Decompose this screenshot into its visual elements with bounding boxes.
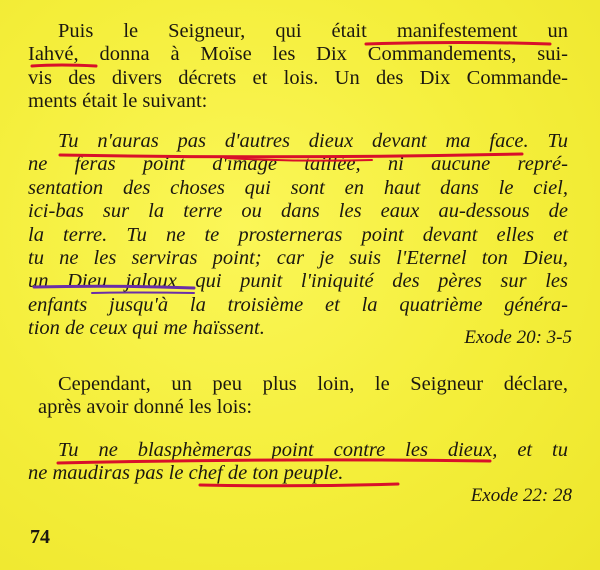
text-line: ne feras point d'image taillée, ni aucune repré-: [28, 153, 568, 176]
text-line: vis des divers décrets et lois. Un des Dix Commande-: [28, 66, 568, 89]
text-line: après avoir donné les lois:: [38, 396, 253, 419]
text-line: la terre. Tu ne te prosterneras point devant elles et: [28, 223, 568, 246]
text-line: Iahvé, donna à Moïse les Dix Commandements, sui-: [28, 43, 568, 66]
text-line: tion de ceux qui me haïssent.: [28, 317, 265, 340]
text-line: ne maudiras pas le chef de ton peuple.: [28, 462, 344, 485]
bible-reference: Exode 22: 28: [470, 485, 572, 506]
text-line: un Dieu jaloux qui punit l'iniquité des pères sur les: [28, 270, 568, 293]
text-line: Cependant, un peu plus loin, le Seigneur déclare,: [58, 373, 568, 395]
page-number: 74: [30, 526, 50, 548]
transition-paragraph: [28, 373, 568, 420]
text-line: Tu n'auras pas d'autres dieux devant ma face. Tu: [58, 130, 568, 152]
text-line: Tu ne blasphèmeras point contre les dieux, et tu: [58, 439, 568, 461]
quote-commandment: [28, 130, 568, 341]
text-line: ici-bas sur la terre ou dans les eaux au-dessous de: [28, 200, 568, 223]
text-line: Puis le Seigneur, qui était manifestement un: [58, 20, 568, 42]
bible-reference: Exode 20: 3-5: [464, 327, 572, 348]
text-line: ments était le suivant:: [28, 90, 208, 113]
text-line: sentation des choses qui sont en haut dans le ciel,: [28, 176, 568, 199]
text-line: enfants jusqu'à la troisième et la quatrième généra-: [28, 293, 568, 316]
intro-paragraph: [28, 20, 568, 114]
quote-blasphemy: [28, 439, 568, 486]
text-line: tu ne les serviras point; car je suis l'Eternel ton Dieu,: [28, 247, 568, 270]
